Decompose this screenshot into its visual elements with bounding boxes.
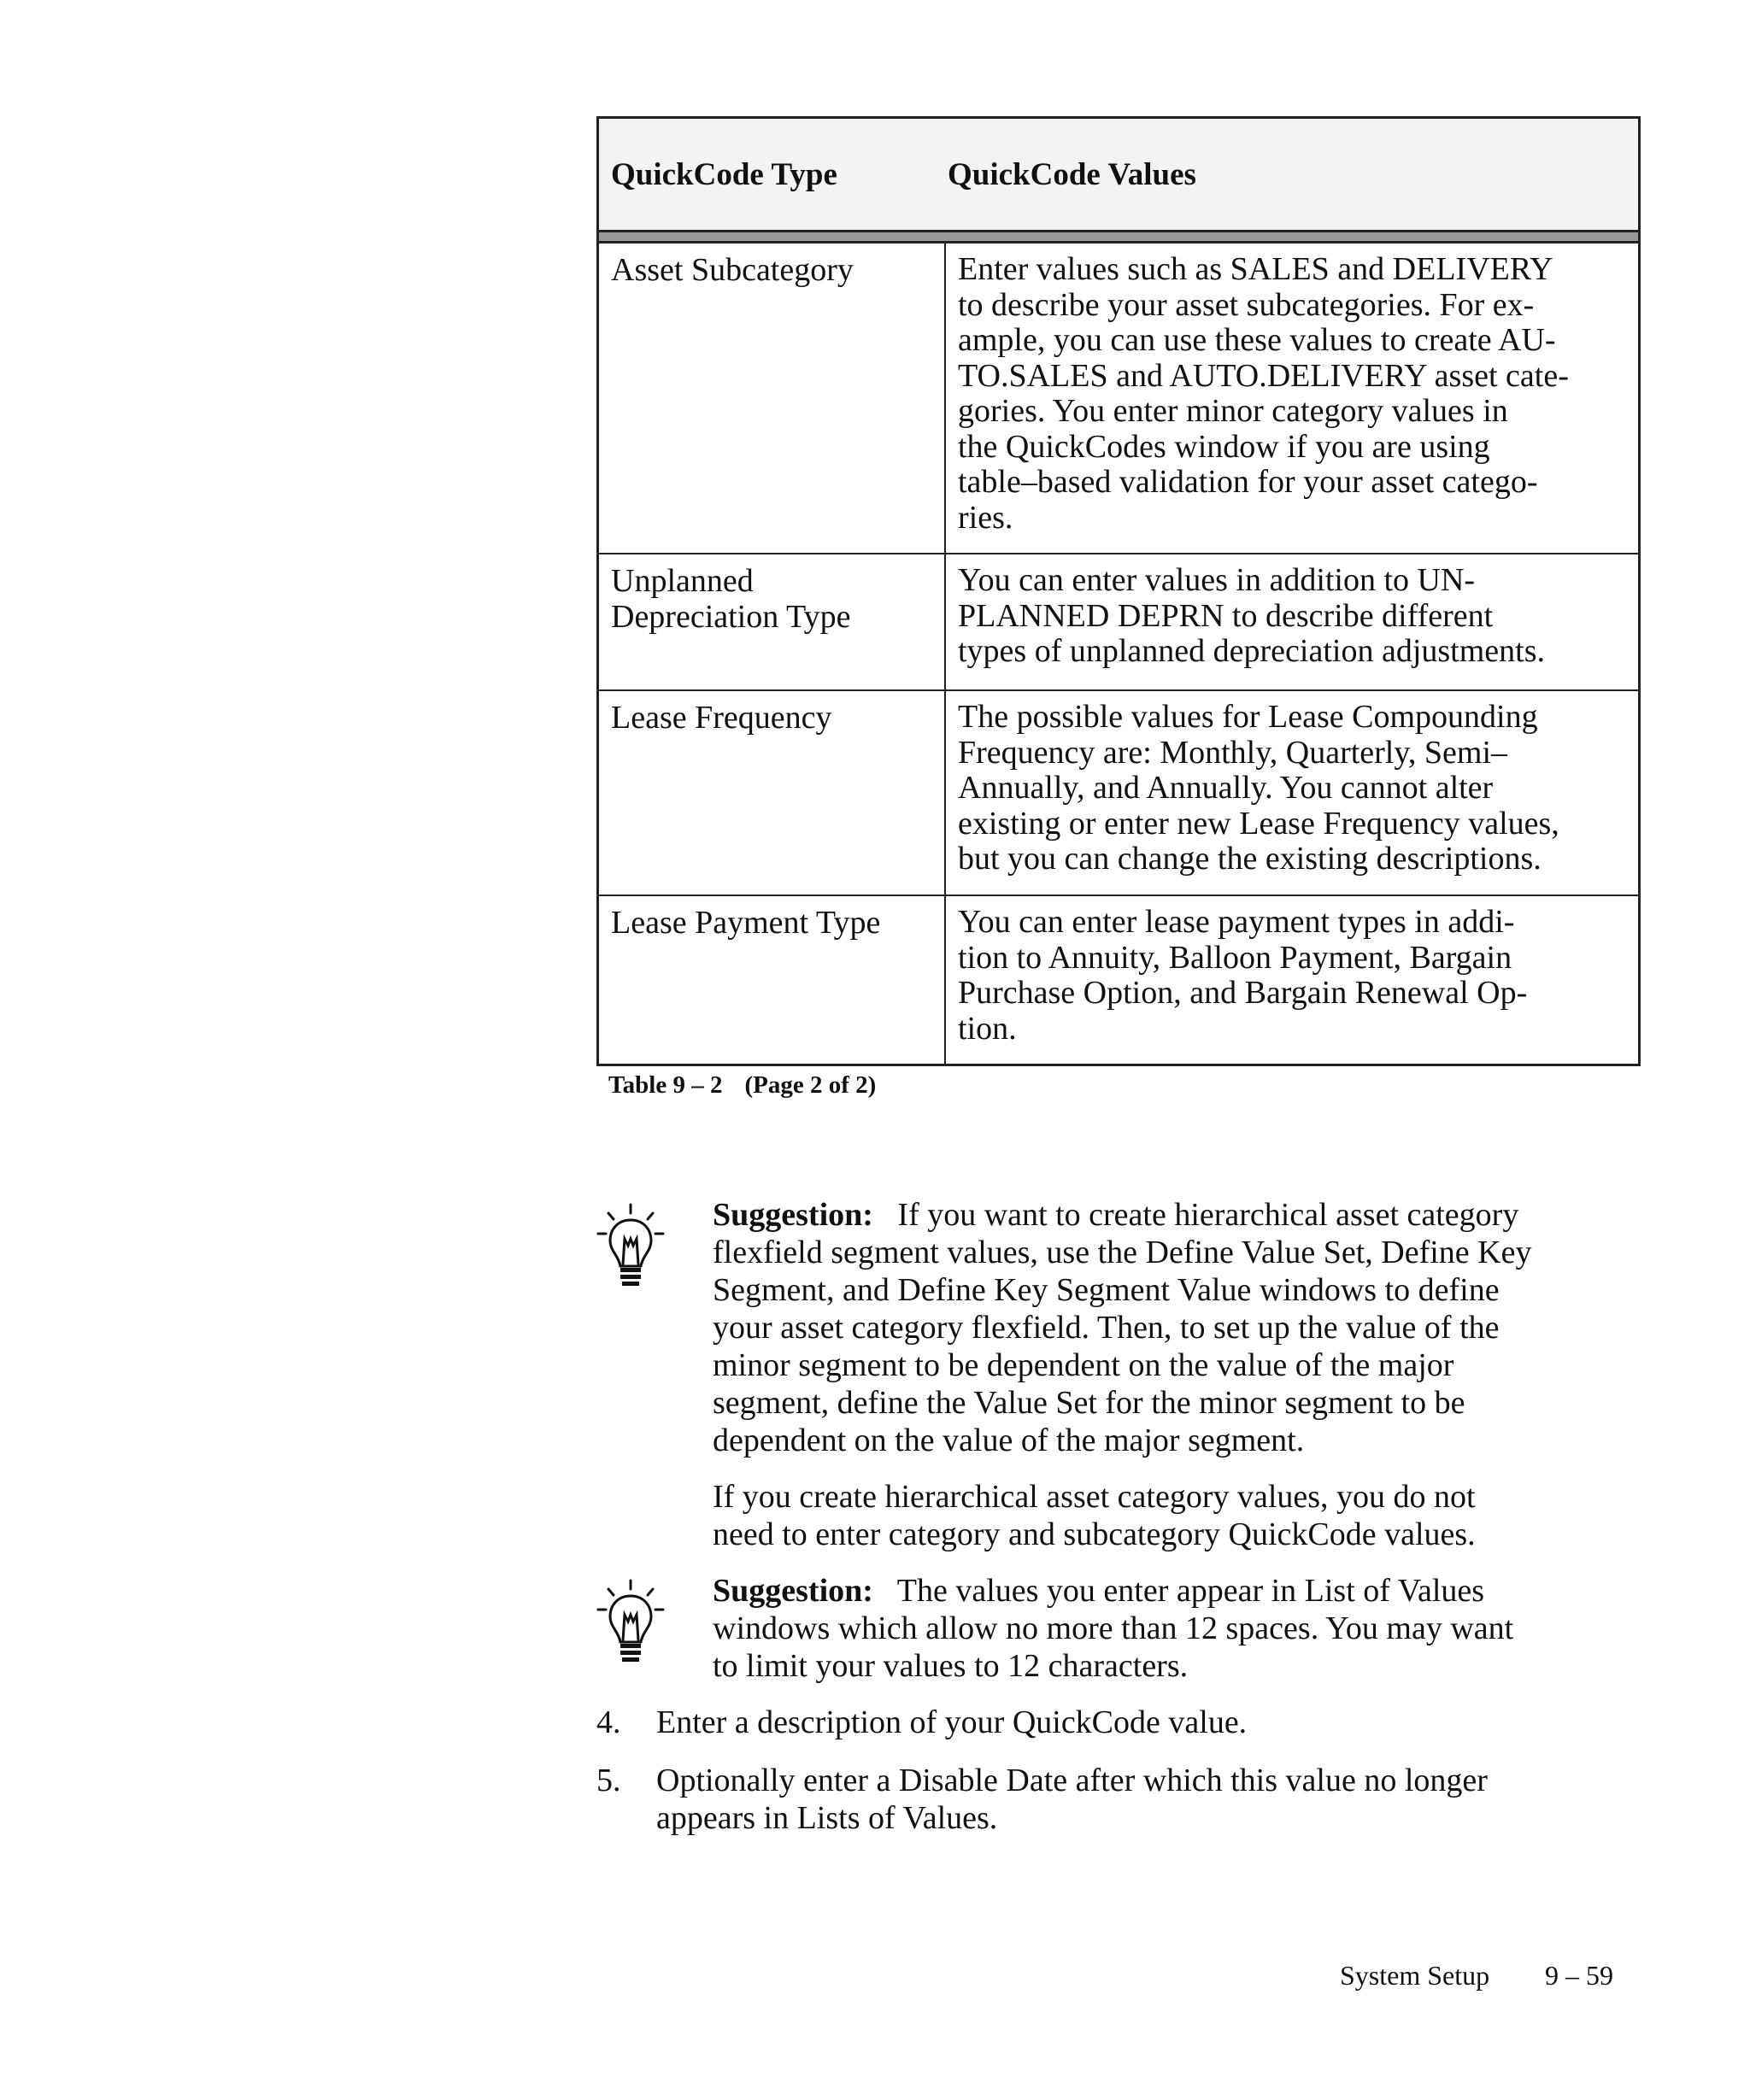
- table-body: [599, 243, 1638, 1064]
- caption-page: (Page 2 of 2): [744, 1071, 877, 1099]
- cell-type: [599, 243, 946, 553]
- cell-value-line: tion.: [958, 1010, 1017, 1047]
- cell-type-line: Lease Frequency: [611, 700, 832, 736]
- suggestion-1: [713, 1196, 1531, 1459]
- cell-values: [946, 691, 1638, 895]
- header-quickcode-type: QuickCode Type: [611, 156, 837, 192]
- cell-value-line: You can enter values in addition to UN-: [958, 562, 1476, 598]
- cell-value-line: Purchase Option, and Bargain Renewal Op-: [958, 975, 1528, 1011]
- suggestion-label: Suggestion:: [713, 1197, 873, 1233]
- suggestion-2: [713, 1572, 1513, 1685]
- footer-page-number: 9 – 59: [1545, 1960, 1613, 1991]
- suggestion-line: your asset category flexfield. Then, to set up the value of the: [713, 1310, 1500, 1346]
- suggestion-first-line: If you want to create hierarchical asset category: [897, 1197, 1519, 1233]
- cell-type-line: Lease Payment Type: [611, 905, 881, 941]
- cell-value-line: PLANNED DEPRN to describe different: [958, 597, 1494, 634]
- cell-type-line: Unplanned: [611, 563, 754, 599]
- cell-value-line: ample, you can use these values to create AU-: [958, 322, 1556, 358]
- table-row: [599, 243, 1638, 553]
- cell-values: [946, 896, 1638, 1064]
- header-rule: [599, 230, 1638, 243]
- followup-line: If you create hierarchical asset category values, you do not: [713, 1479, 1476, 1515]
- cell-value-line: Annually, and Annually. You cannot alter: [958, 770, 1494, 806]
- step-line: Enter a description of your QuickCode value.: [656, 1704, 1248, 1740]
- cell-type: [599, 554, 946, 689]
- step-text: [656, 1762, 1488, 1837]
- suggestion-first-line: The values you enter appear in List of Values: [896, 1573, 1485, 1609]
- cell-type: [599, 896, 946, 1064]
- cell-value-line: types of unplanned depreciation adjustments.: [958, 633, 1545, 669]
- followup-line: need to enter category and subcategory QuickCode values.: [713, 1516, 1476, 1552]
- lightbulb-icon: [596, 1579, 665, 1673]
- cell-value-line: You can enter lease payment types in addi-: [958, 904, 1515, 940]
- cell-values: [946, 554, 1638, 689]
- step-number: 4.: [596, 1704, 621, 1740]
- cell-type-line: Depreciation Type: [611, 599, 851, 635]
- suggestion-line: minor segment to be dependent on the value of the major: [713, 1347, 1454, 1383]
- cell-value-line: to describe your asset subcategories. For ex-: [958, 286, 1535, 323]
- step-line: appears in Lists of Values.: [656, 1800, 998, 1836]
- step-number: 5.: [596, 1763, 621, 1798]
- caption-number: Table 9 – 2: [608, 1071, 723, 1099]
- suggestion-1-followup: [713, 1478, 1476, 1553]
- suggestion-line: Segment, and Define Key Segment Value windows to define: [713, 1272, 1500, 1308]
- suggestion-line: segment, define the Value Set for the minor segment to be: [713, 1385, 1465, 1421]
- header-quickcode-values: QuickCode Values: [948, 156, 1196, 192]
- table-header: [599, 119, 1638, 230]
- cell-value-line: The possible values for Lease Compounding: [958, 699, 1538, 735]
- quickcode-table: [596, 116, 1641, 1066]
- cell-value-line: Enter values such as SALES and DELIVERY: [958, 251, 1553, 287]
- suggestion-label: Suggestion:: [713, 1573, 873, 1609]
- table-row: [599, 553, 1638, 689]
- footer-section: System Setup: [1340, 1960, 1490, 1991]
- cell-value-line: tion to Annuity, Balloon Payment, Bargain: [958, 939, 1512, 976]
- cell-type: [599, 691, 946, 895]
- cell-value-line: but you can change the existing descriptions.: [958, 841, 1542, 877]
- step-line: Optionally enter a Disable Date after which this value no longer: [656, 1763, 1488, 1798]
- cell-value-line: TO.SALES and AUTO.DELIVERY asset cate-: [958, 357, 1569, 394]
- cell-value-line: table–based validation for your asset catego-: [958, 464, 1538, 500]
- suggestion-line: to limit your values to 12 characters.: [713, 1648, 1189, 1684]
- lightbulb-icon: [596, 1203, 665, 1297]
- step-text: [656, 1704, 1247, 1741]
- table-row: [599, 689, 1638, 895]
- cell-value-line: Frequency are: Monthly, Quarterly, Semi–: [958, 734, 1508, 771]
- cell-type-line: Asset Subcategory: [611, 252, 854, 288]
- cell-value-line: ries.: [958, 499, 1013, 536]
- cell-values: [946, 243, 1638, 553]
- suggestion-line: flexfield segment values, use the Define Value Set, Define Key: [713, 1235, 1532, 1270]
- table-caption: [608, 1071, 876, 1100]
- cell-value-line: existing or enter new Lease Frequency values,: [958, 805, 1559, 842]
- cell-value-line: the QuickCodes window if you are using: [958, 428, 1490, 465]
- suggestion-line: dependent on the value of the major segment.: [713, 1422, 1305, 1458]
- suggestion-line: windows which allow no more than 12 spaces. You may want: [713, 1610, 1514, 1646]
- cell-value-line: gories. You enter minor category values in: [958, 393, 1508, 429]
- table-row: [599, 895, 1638, 1064]
